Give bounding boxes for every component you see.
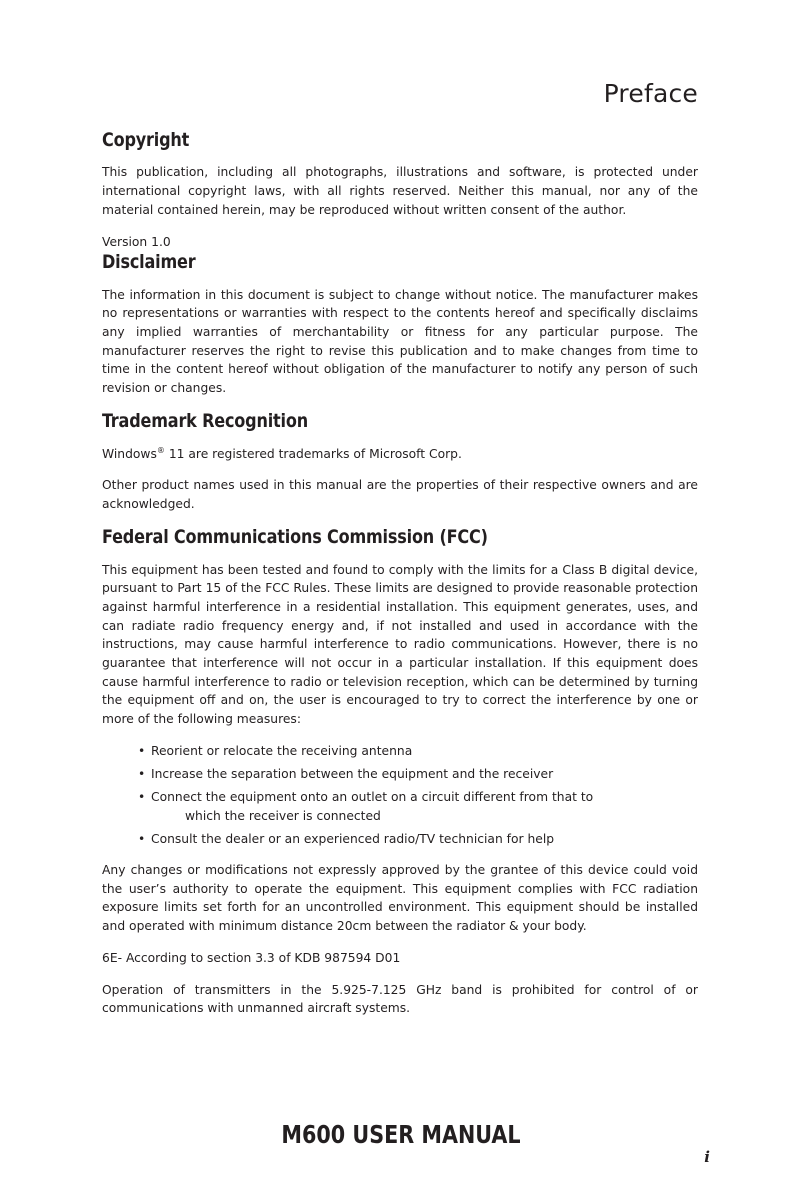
list-item-line-1: Connect the equipment onto an outlet on a circuit different from that to [151, 789, 594, 804]
list-item: • Consult the dealer or an experienced radio/TV technician for help [138, 830, 698, 849]
fcc-measures-list [102, 742, 698, 849]
section-heading-trademark: Trademark Recognition [102, 409, 308, 432]
list-item [138, 788, 698, 826]
page-content [102, 80, 698, 1018]
copyright-paragraph: This publication, including all photographs, illustrations and software, is protected under international copyright laws, with all rights reserved. Neither this manual, nor any of the material contained herein, may be reproduced without written consent of the author. [102, 165, 698, 217]
trademark-windows-text: Windows [102, 446, 157, 461]
list-item: • Increase the separation between the equipment and the receiver [138, 765, 698, 784]
trademark-paragraph-1 [102, 445, 698, 464]
fcc-paragraph-4: Operation of transmitters in the 5.925-7.125 GHz band is prohibited for control of or communications with unmanned aircraft systems. [102, 982, 698, 1016]
version-text: Version 1.0 [102, 235, 171, 250]
footer-manual-title: M600 USER MANUAL [281, 1120, 521, 1149]
registered-mark-icon: ® [156, 445, 165, 455]
fcc-paragraph-3: 6E- According to section 3.3 of KDB 987594 D01 [102, 950, 401, 965]
section-heading-fcc: Federal Communications Commission (FCC) [102, 525, 488, 548]
fcc-paragraph-2: Any changes or modifications not expressly approved by the grantee of this device could void the user’s authority to operate the equipment. This equipment complies with FCC radiation exposure limits set forth for an uncontrolled environment. This equipment should be installed and operated with minimum distance 20cm between the radiator & your body. [102, 863, 698, 934]
section-heading-copyright: Copyright [102, 128, 190, 151]
page-number: i [704, 1148, 710, 1166]
list-item-line-2: which the receiver is connected [185, 808, 381, 823]
trademark-paragraph-2: Other product names used in this manual are the properties of their respective owners and are acknowledged. [102, 478, 698, 512]
section-heading-disclaimer: Disclaimer [102, 250, 196, 273]
disclaimer-paragraph: The information in this document is subject to change without notice. The manufacturer makes no representations or warranties with respect to the contents hereof and specifically disclaims any implied warranties of merchantability or fitness for any particular purpose. The manufacturer reserves the right to revise this publication and to make changes from time to time in the content hereof without obligation of the manufacturer to notify any person of such revision or changes. [102, 287, 698, 396]
page-title: Preface [603, 79, 698, 108]
list-item: • Reorient or relocate the receiving antenna [138, 742, 698, 761]
fcc-paragraph-1: This equipment has been tested and found to comply with the limits for a Class B digital device, pursuant to Part 15 of the FCC Rules. These limits are designed to provide reasonable protection against harmful interference in a residential installation. This equipment generates, uses, and can radiate radio frequency energy and, if not installed and used in accordance with the instructions, may cause harmful interference to radio communications. However, there is no guarantee that interference will not occur in a particular installation. If this equipment does cause harmful interference to radio or television reception, which can be determined by turning the equipment off and on, the user is encouraged to try to correct the interference by one or more of the following measures: [102, 562, 698, 727]
trademark-windows-suffix: 11 are registered trademarks of Microsoft Corp. [164, 446, 462, 461]
